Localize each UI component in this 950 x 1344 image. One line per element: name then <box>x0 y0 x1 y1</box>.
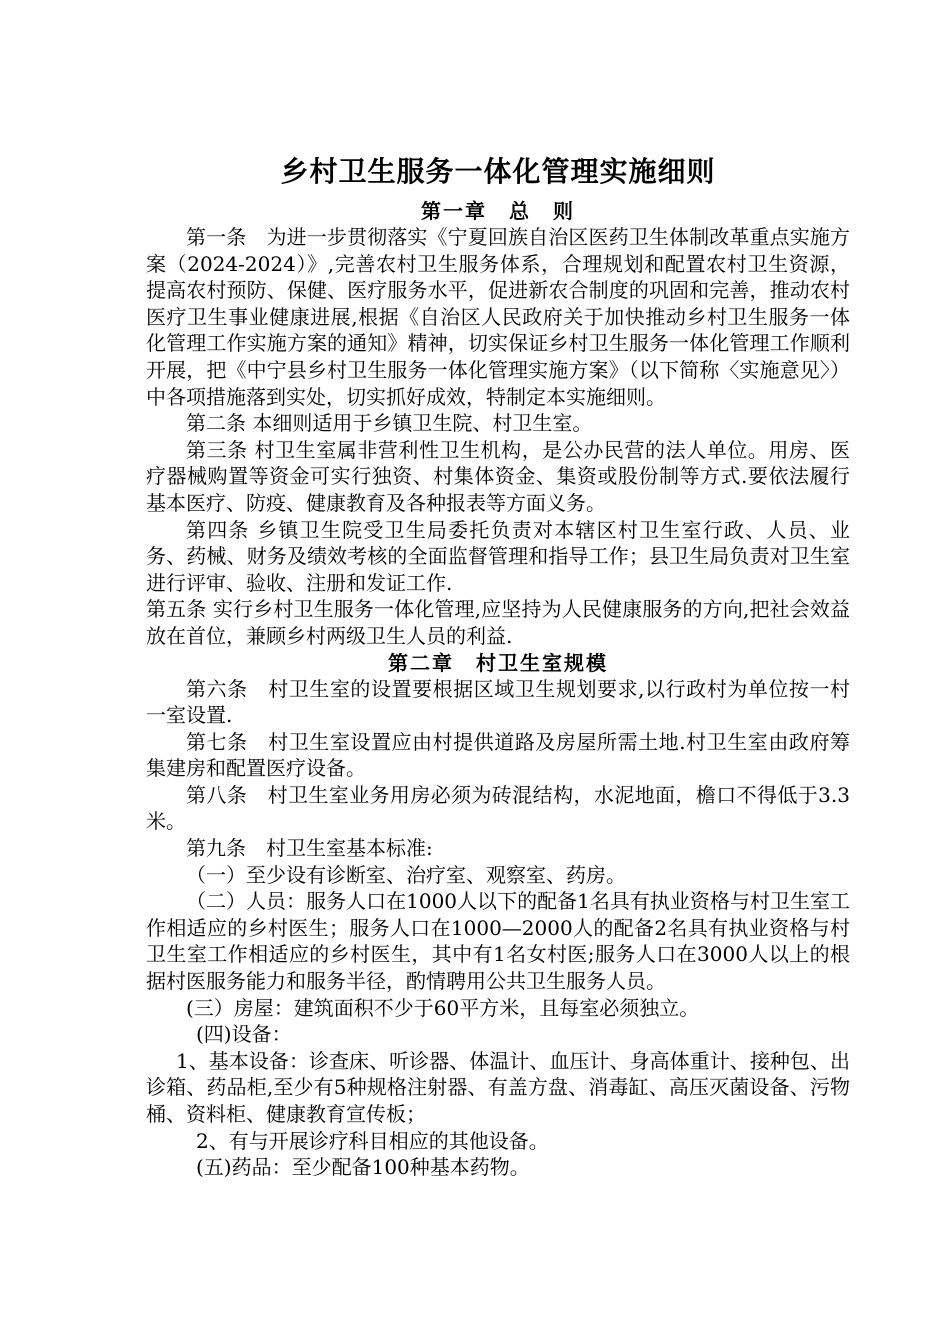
article-1: 第一条 为进一步贯彻落实《宁夏回族自治区医药卫生体制改革重点实施方案（2024-2024）》,完善农村卫生服务体系，合理规划和配置农村卫生资源，提高农村预防、保健、医疗服务水平，促进新农合制度的巩固和完善，推动农村医疗卫生事业健康进展,根据《自治区人民政府关于加快推动乡村卫生服务一体化管理工作实施方案的通知》精神，切实保证乡村卫生服务一体化管理工作顺利开展，把《中宁县乡村卫生服务一体化管理实施方案》（以下简称〈实施意见〉）中各项措施落到实处，切实抓好成效，特制定本实施细则。 <box>146 225 850 409</box>
article-5: 第五条 实行乡村卫生服务一体化管理,应坚持为人民健康服务的方向,把社会效益放在首位，兼顾乡村两级卫生人员的利益. <box>146 597 850 648</box>
standard-item-4-1: 1、基本设备：诊查床、听诊器、体温计、血压计、身高体重计、接种包、出诊箱、药品柜,至少有5种规格注射器、有盖方盘、消毒缸、高压灭菌设备、污物桶、资料柜、健康教育宣传板； <box>146 1048 850 1126</box>
standard-item-1: （一）至少设有诊断室、治疗室、观察室、药房。 <box>186 862 626 887</box>
document-title: 乡村卫生服务一体化管理实施细则 <box>280 155 716 188</box>
article-6: 第六条 村卫生室的设置要根据区域卫生规划要求,以行政村为单位按一村一室设置. <box>146 676 850 728</box>
chapter-1-heading: 第一章 总 则 <box>421 199 575 223</box>
article-4: 第四条 乡镇卫生院受卫生局委托负责对本辖区村卫生室行政、人员、业务、药械、财务及绩效考核的全面监督管理和指导工作；县卫生局负责对卫生室进行评审、验收、注册和发证工作. <box>146 517 850 595</box>
standard-item-2: （二）人员：服务人口在1000人以下的配备1名具有执业资格与村卫生室工作相适应的乡村医生；服务人口在1000—2000人的配备2名具有执业资格与村卫生室工作相适应的乡村医生，其中有1名女村医;服务人口在3000人以上的根据村医服务能力和服务半径，酌情聘用公共卫生服务人员。 <box>146 889 850 994</box>
chapter-2-heading: 第二章 村卫生室规模 <box>388 650 608 675</box>
article-2: 第二条 本细则适用于乡镇卫生院、村卫生室。 <box>186 411 593 436</box>
standard-item-3: (三）房屋：建筑面积不少于60平方米，且每室必须独立。 <box>186 995 700 1020</box>
standard-item-4: (四)设备： <box>196 1022 292 1047</box>
standard-item-5: (五)药品：至少配备100种基本药物。 <box>196 1155 530 1180</box>
standard-item-4-2: 2、有与开展诊疗科目相应的其他设备。 <box>196 1128 549 1153</box>
article-7: 第七条 村卫生室设置应由村提供道路及房屋所需土地.村卫生室由政府筹集建房和配置医疗设备。 <box>146 729 850 781</box>
article-9: 第九条 村卫生室基本标准: <box>186 836 433 861</box>
article-3: 第三条 村卫生室属非营利性卫生机构，是公办民营的法人单位。用房、医疗器械购置等资金可实行独资、村集体资金、集资或股份制等方式.要依法履行基本医疗、防疫、健康教育及各种报表等方面义务。 <box>146 437 850 515</box>
article-8: 第八条 村卫生室业务用房必须为砖混结构，水泥地面，檐口不得低于3.3米。 <box>146 782 850 834</box>
